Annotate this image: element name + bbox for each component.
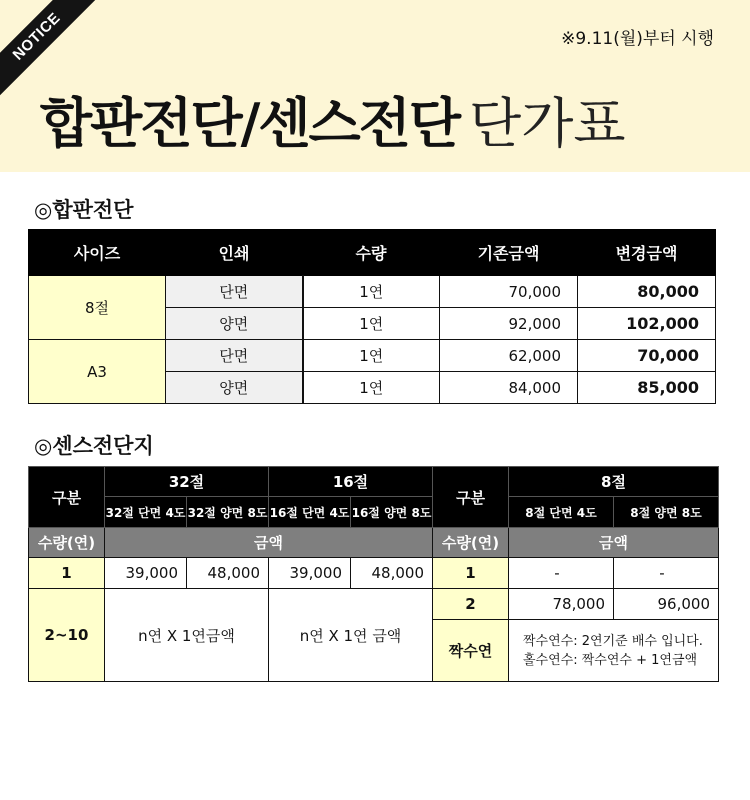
page-title-light: 단가표: [469, 92, 626, 155]
sense-price-table: [28, 466, 719, 682]
formula-cell-32: n연 X 1연금액: [105, 589, 269, 682]
size-cell: 8절: [29, 276, 166, 340]
subheader-8-double: 8절 양면 8도: [614, 497, 719, 528]
new-price-cell: 70,000: [578, 340, 716, 372]
group-header-16: 16절: [269, 467, 433, 497]
print-cell: 양면: [166, 308, 303, 340]
price-cell: 48,000: [351, 558, 433, 589]
qty-amount-header-row: [29, 528, 719, 558]
price-cell: 39,000: [269, 558, 351, 589]
size-cell: A3: [29, 340, 166, 404]
note-line-even: 짝수연수: 2연기준 배수 입니다.: [523, 633, 703, 649]
qty-cell: 1연: [303, 308, 440, 340]
notice-ribbon: NOTICE: [0, 0, 101, 101]
amount-header-left: 금액: [105, 528, 433, 558]
page-title-bold: 합판전단/센스전단: [40, 92, 460, 155]
col-header-qty: 수량: [303, 230, 440, 276]
table-row: [29, 340, 716, 372]
subheader-8-single: 8절 단면 4도: [509, 497, 614, 528]
subheader-16-double: 16절 양면 8도: [351, 497, 433, 528]
hapan-price-table: [28, 229, 716, 404]
section-title-sense: ◎센스전단지: [34, 434, 154, 458]
table-subheader-row: [29, 497, 719, 528]
group-header-32: 32절: [105, 467, 269, 497]
qty-cell: 1: [29, 558, 105, 589]
table-row: [29, 589, 719, 620]
formula-cell-16: n연 X 1연 금액: [269, 589, 433, 682]
new-price-cell: 80,000: [578, 276, 716, 308]
group-header-8: 8절: [509, 467, 719, 497]
old-price-cell: 70,000: [440, 276, 578, 308]
price-cell: 39,000: [105, 558, 187, 589]
old-price-cell: 92,000: [440, 308, 578, 340]
col-header-print: 인쇄: [166, 230, 303, 276]
qty-cell: 2~10: [29, 589, 105, 682]
qty-cell: 짝수연: [433, 620, 509, 682]
price-cell: 48,000: [187, 558, 269, 589]
qty-cell: 1연: [303, 276, 440, 308]
table-header-row: [29, 467, 719, 497]
col-header-size: 사이즈: [29, 230, 166, 276]
col-header-new-price: 변경금액: [578, 230, 716, 276]
new-price-cell: 85,000: [578, 372, 716, 404]
price-cell: 96,000: [614, 589, 719, 620]
print-cell: 단면: [166, 276, 303, 308]
print-cell: 단면: [166, 340, 303, 372]
qty-cell: 1: [433, 558, 509, 589]
subheader-32-single: 32절 단면 4도: [105, 497, 187, 528]
qty-cell: 1연: [303, 340, 440, 372]
qty-header-left: 수량(연): [29, 528, 105, 558]
table-header-row: [29, 230, 716, 276]
price-cell: -: [509, 558, 614, 589]
header-banner: [0, 0, 750, 172]
old-price-cell: 62,000: [440, 340, 578, 372]
note-line-odd: 홀수연수: 짝수연수 + 1연금액: [523, 652, 698, 668]
new-price-cell: 102,000: [578, 308, 716, 340]
col-header-old-price: 기존금액: [440, 230, 578, 276]
page-title: [40, 88, 626, 160]
qty-header-right: 수량(연): [433, 528, 509, 558]
table-row: [29, 558, 719, 589]
price-cell: 78,000: [509, 589, 614, 620]
subheader-16-single: 16절 단면 4도: [269, 497, 351, 528]
qty-cell: 1연: [303, 372, 440, 404]
qty-cell: 2: [433, 589, 509, 620]
old-price-cell: 84,000: [440, 372, 578, 404]
subheader-32-double: 32절 양면 8도: [187, 497, 269, 528]
price-cell: -: [614, 558, 719, 589]
effective-date-note: ※9.11(월)부터 시행: [561, 29, 714, 49]
print-cell: 양면: [166, 372, 303, 404]
section-title-hapan: ◎합판전단: [34, 198, 134, 222]
even-odd-note: [509, 620, 719, 682]
category-header-right: 구분: [433, 467, 509, 528]
table-row: [29, 276, 716, 308]
amount-header-right: 금액: [509, 528, 719, 558]
category-header-left: 구분: [29, 467, 105, 528]
